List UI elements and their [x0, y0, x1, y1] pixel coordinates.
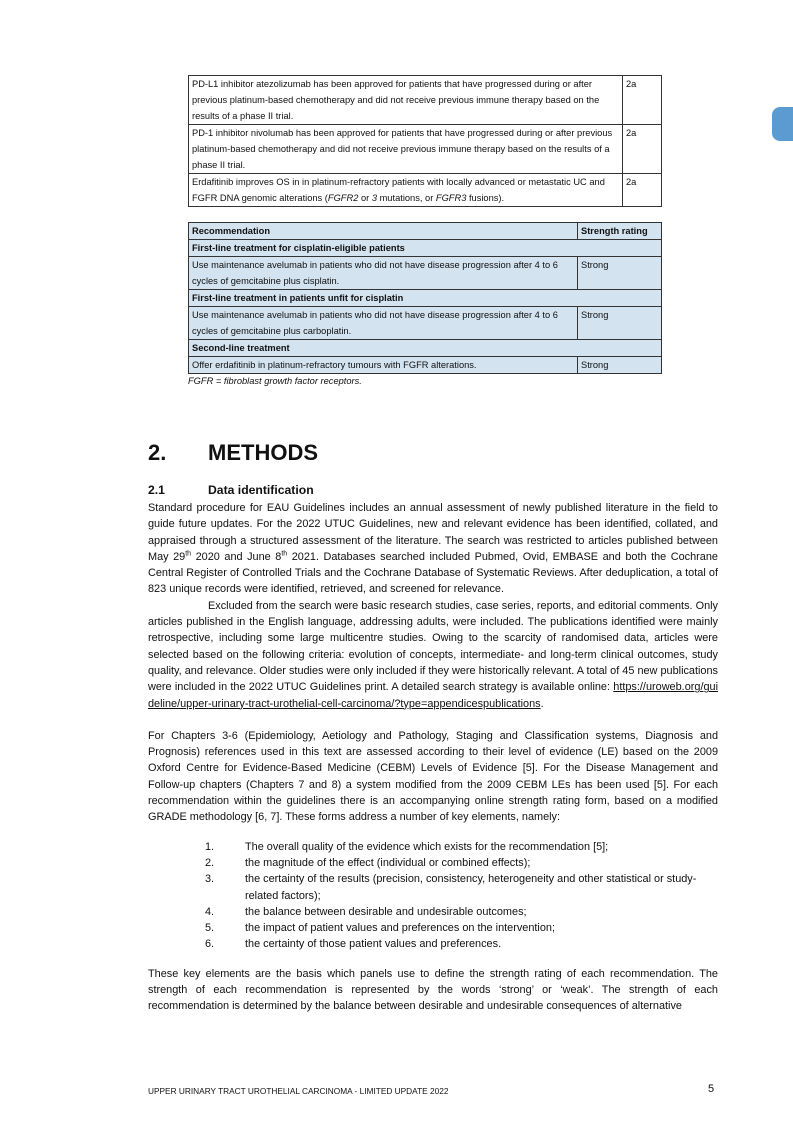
- list-text: the certainty of those patient values and preferences.: [245, 938, 502, 951]
- level-of-evidence: 2a: [623, 174, 662, 207]
- text: or: [358, 193, 372, 203]
- header-recommendation: Recommendation: [189, 223, 578, 240]
- section-row: [189, 240, 662, 257]
- footer-title: UPPER URINARY TRACT UROTHELIAL CARCINOMA - LIMITED UPDATE 2022: [148, 1086, 449, 1096]
- text: 3: [371, 193, 377, 203]
- text: FGFR3: [435, 193, 467, 203]
- tables-block: [188, 75, 662, 387]
- paragraph: These key elements are the basis which panels use to define the strength rating of each recommendation. The strength of each recommendation is represented by the words ‘strong’ or ‘weak’. The strength of each recommendation is determined by the balance between desirable and undesirable consequences of alternative: [148, 967, 718, 1013]
- paragraph: [148, 500, 718, 598]
- list-number: 1.: [205, 840, 215, 853]
- recommendation-text: Offer erdafitinib in platinum-refractory tumours with FGFR alterations.: [189, 357, 578, 374]
- list-text: the magnitude of the effect (individual or combined effects);: [245, 856, 531, 869]
- text: Standard procedure for EAU Guidelines includes an annual assessment of newly published literature in the field to guide future updates. For the 2022 UTUC Guidelines, new and relevant evidence has been identified, collated, and appraised through a structured assessment of the literature. The search was restricted to articles published between May 29: [148, 502, 718, 563]
- table-row: [189, 307, 662, 340]
- recommendation-text: Use maintenance avelumab in patients who did not have disease progression after 4 to 6 cycles of gemcitabine plus carboplatin.: [189, 307, 578, 340]
- text: 2021. Databases searched included Pubmed, Ovid, EMBASE and both the Cochrane Central Register of Controlled Trials and the Cochrane Database of Systematic Reviews. After deduplication, a total of 823 unique records were identified, retrieved, and screened for relevance.: [148, 550, 718, 596]
- chapter-tab: [772, 107, 793, 141]
- list-item: [148, 920, 718, 936]
- text: mutations, or: [376, 193, 436, 203]
- list-text: The overall quality of the evidence which exists for the recommendation [5];: [245, 840, 609, 853]
- evidence-summary-table: [188, 75, 662, 207]
- text: 2020 and June 8: [191, 550, 282, 563]
- header-strength: Strength rating: [578, 223, 662, 240]
- evidence-text: [189, 174, 623, 207]
- section-title: First-line treatment for cisplatin-eligible patients: [189, 240, 662, 257]
- key-elements-list: [148, 839, 718, 953]
- table-row: [189, 174, 662, 207]
- table-row: [189, 357, 662, 374]
- list-number: 2.: [205, 856, 215, 869]
- text: .: [540, 697, 544, 710]
- table-row: [189, 125, 662, 174]
- superscript: th: [185, 550, 192, 558]
- section-title: METHODS: [208, 440, 318, 465]
- strength-rating: Strong: [578, 307, 662, 340]
- text: FGFR2: [327, 193, 359, 203]
- search-strategy-link[interactable]: https://uroweb.org/guideline/upper-urinary-tract-urothelial-cell-carcinoma/?type=appendicespublications: [148, 681, 718, 710]
- list-item: [148, 936, 718, 952]
- body-text: [148, 500, 718, 1015]
- recommendation-text: Use maintenance avelumab in patients who did not have disease progression after 4 to 6 cycles of gemcitabine plus cisplatin.: [189, 257, 578, 290]
- list-item: [148, 904, 718, 920]
- list-text: the certainty of the results (precision, consistency, heterogeneity and other statistical or study-related factors);: [245, 873, 697, 902]
- list-item: [148, 839, 718, 855]
- recommendations-table: [188, 222, 662, 374]
- list-number: 3.: [205, 873, 215, 886]
- text: Erdafitinib improves OS in in platinum-refractory patients with locally advanced or metastatic UC and FGFR DNA genomic alterations (: [192, 177, 605, 203]
- section-title: Second-line treatment: [189, 340, 662, 357]
- evidence-text: PD-L1 inhibitor atezolizumab has been approved for patients that have progressed during or after previous platinum-based chemotherapy and did not receive previous immune therapy based on the results of a phase II trial.: [189, 76, 623, 125]
- section-row: [189, 340, 662, 357]
- superscript: th: [281, 550, 288, 558]
- section-row: [189, 290, 662, 307]
- table-footnote: FGFR = fibroblast growth factor receptors.: [188, 376, 362, 386]
- section-title: First-line treatment in patients unfit for cisplatin: [189, 290, 662, 307]
- list-item: [148, 871, 718, 904]
- level-of-evidence: 2a: [623, 125, 662, 174]
- list-item: [148, 855, 718, 871]
- list-text: the balance between desirable and undesirable outcomes;: [245, 905, 527, 918]
- text: Excluded from the search were basic research studies, case series, reports, and editorial comments. Only articles published in the English language, addressing adults, were included. The publications identified were mainly retrospective, including some large multicentre studies. Owing to the scarcity of randomised data, articles were selected based on the following criteria: evolution of concepts, intermediate- and long-term clinical outcomes, study quality, and relevance. Older studies were only included if they were historically relevant. A total of 45 new publications were included in the 2022 UTUC Guidelines print. A detailed search strategy is available online:: [148, 599, 718, 694]
- text: fusions).: [466, 193, 505, 203]
- list-number: 5.: [205, 922, 215, 935]
- paragraph: For Chapters 3-6 (Epidemiology, Aetiology and Pathology, Staging and Classification systems, Diagnosis and Prognosis) references used in this text are assessed according to their level of evidence (LE) based on the 2009 Oxford Centre for Evidence-Based Medicine (CEBM) Levels of Evidence [5]. For the Disease Management and Follow-up chapters (Chapters 7 and 8) a system modified from the 2009 CEBM LEs has been used [5]. For each recommendation within the guidelines there is an accompanying online strength rating form, based on a modified GRADE methodology [6, 7]. These forms address a number of key elements, namely:: [148, 729, 718, 824]
- list-number: 6.: [205, 938, 215, 951]
- level-of-evidence: 2a: [623, 76, 662, 125]
- section-heading: [148, 440, 318, 466]
- table-header: [189, 223, 662, 240]
- subsection-title: Data identification: [208, 483, 314, 497]
- evidence-text: PD-1 inhibitor nivolumab has been approved for patients that have progressed during or after previous platinum-based chemotherapy and did not receive previous immune therapy based on the results of a phase II trial.: [189, 125, 623, 174]
- section-number: 2.: [148, 440, 167, 465]
- table-row: [189, 257, 662, 290]
- table-row: [189, 76, 662, 125]
- subsection-heading: [148, 483, 314, 498]
- paragraph: [148, 598, 718, 712]
- strength-rating: Strong: [578, 357, 662, 374]
- subsection-number: 2.1: [148, 483, 165, 497]
- strength-rating: Strong: [578, 257, 662, 290]
- page-number: 5: [708, 1083, 715, 1095]
- list-number: 4.: [205, 905, 215, 918]
- list-text: the impact of patient values and preferences on the intervention;: [245, 922, 555, 935]
